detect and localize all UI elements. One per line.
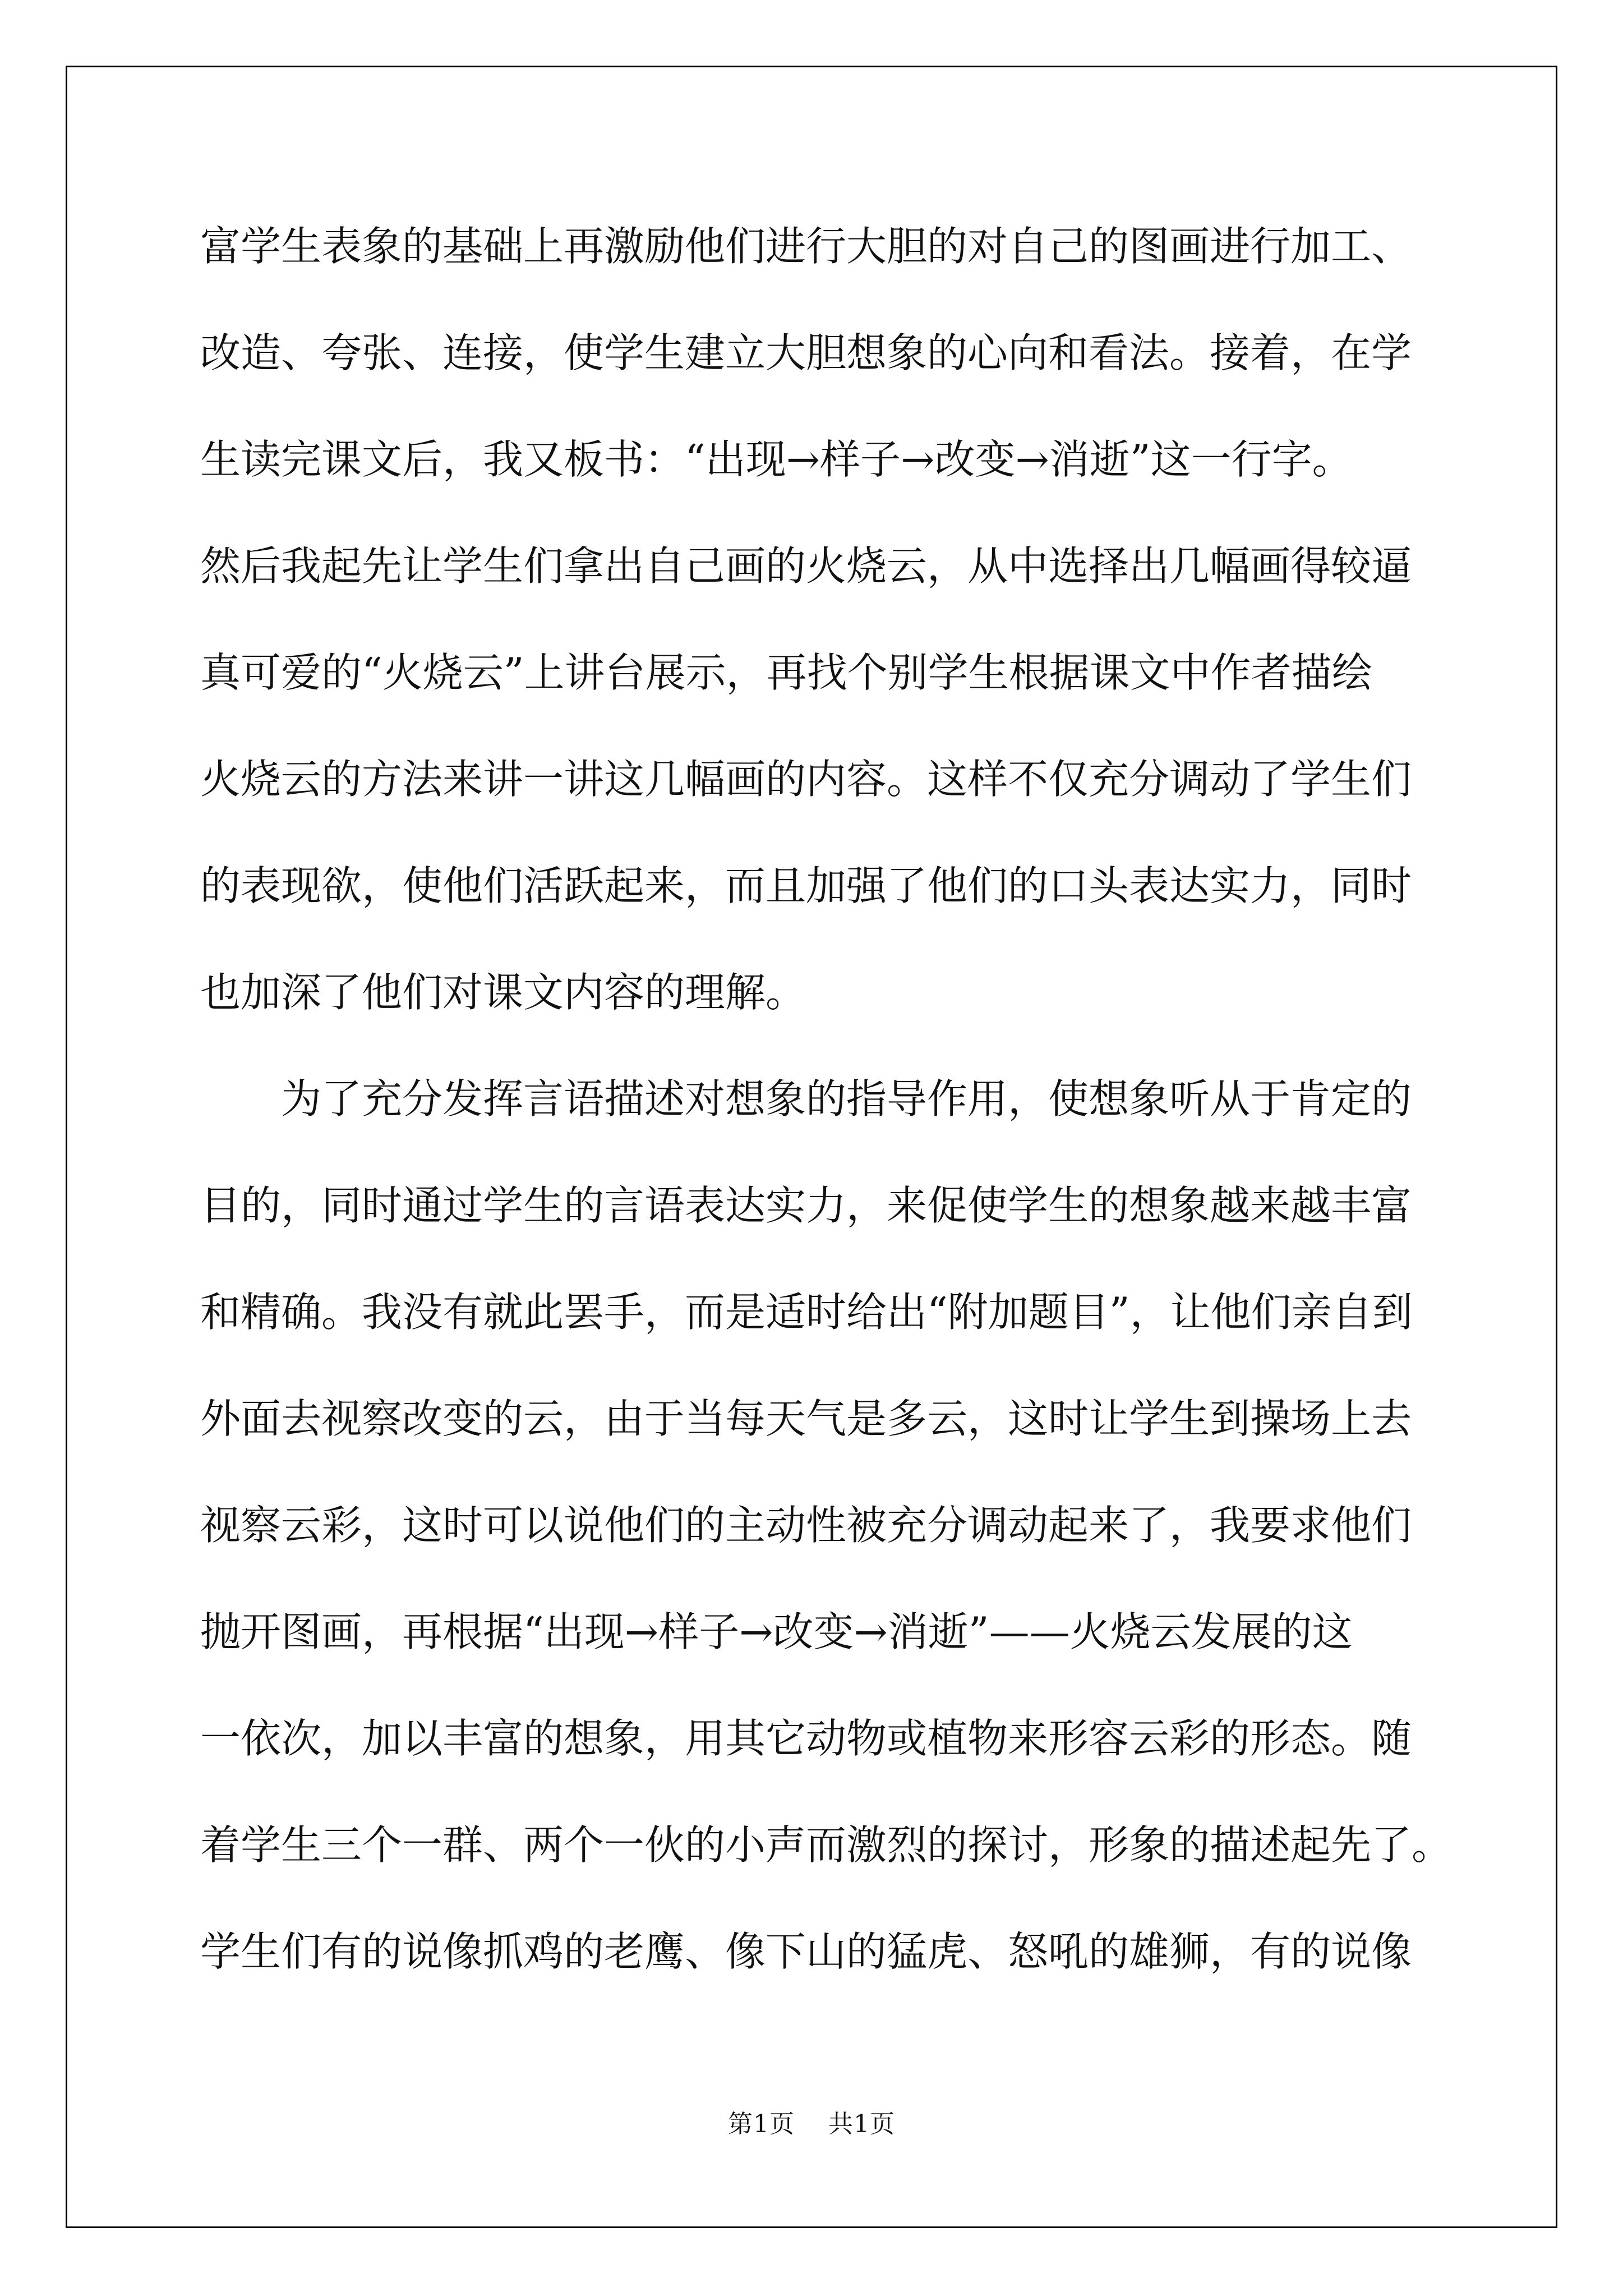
text-line: 目的，同时通过学生的言语表达实力，来促使学生的想象越来越丰富 (200, 1182, 1412, 1229)
text-line: 火烧云的方法来讲一讲这几幅画的内容。这样不仅充分调动了学生们 (200, 756, 1412, 803)
text-line: 着学生三个一群、两个一伙的小声而激烈的探讨，形象的描述起先了。 (200, 1821, 1453, 1869)
text-line: 也加深了他们对课文内容的理解。 (200, 969, 806, 1016)
text-line: 富学生表象的基础上再激励他们进行大胆的对自己的图画进行加工、 (200, 223, 1412, 270)
text-line: 和精确。我没有就此罢手，而是适时给出“附加题目”，让他们亲自到 (200, 1289, 1413, 1336)
text-line: 一依次，加以丰富的想象，用其它动物或植物来形容云彩的形态。随 (200, 1715, 1412, 1762)
text-line: 改造、夸张、连接，使学生建立大胆想象的心向和看法。接着，在学 (200, 329, 1412, 376)
text-line: 真可爱的“火烧云”上讲台展示，再找个别学生根据课文中作者描绘 (200, 649, 1372, 696)
text-line: 抛开图画，再根据“出现→样子→改变→消逝”——火烧云发展的这 (200, 1608, 1353, 1655)
text-line-indented: 为了充分发挥言语描述对想象的指导作用，使想象听从于肯定的 (281, 1075, 1412, 1122)
text-line: 生读完课文后，我又板书：“出现→样子→改变→消逝”这一行字。 (200, 436, 1353, 483)
document-body (200, 193, 1453, 2005)
text-line: 然后我起先让学生们拿出自己画的火烧云，从中选择出几幅画得较逼 (200, 542, 1412, 590)
page-total: 共1页 (828, 2110, 895, 2138)
page-footer (0, 2104, 1623, 2139)
text-line: 学生们有的说像抓鸡的老鹰、像下山的猛虎、怒吼的雄狮，有的说像 (200, 1928, 1412, 1975)
text-line: 的表现欲，使他们活跃起来，而且加强了他们的口头表达实力，同时 (200, 862, 1412, 909)
page-number: 第1页 (728, 2110, 795, 2138)
text-line: 视察云彩，这时可以说他们的主动性被充分调动起来了，我要求他们 (200, 1502, 1412, 1549)
text-line: 外面去视察改变的云，由于当每天气是多云，这时让学生到操场上去 (200, 1395, 1412, 1442)
